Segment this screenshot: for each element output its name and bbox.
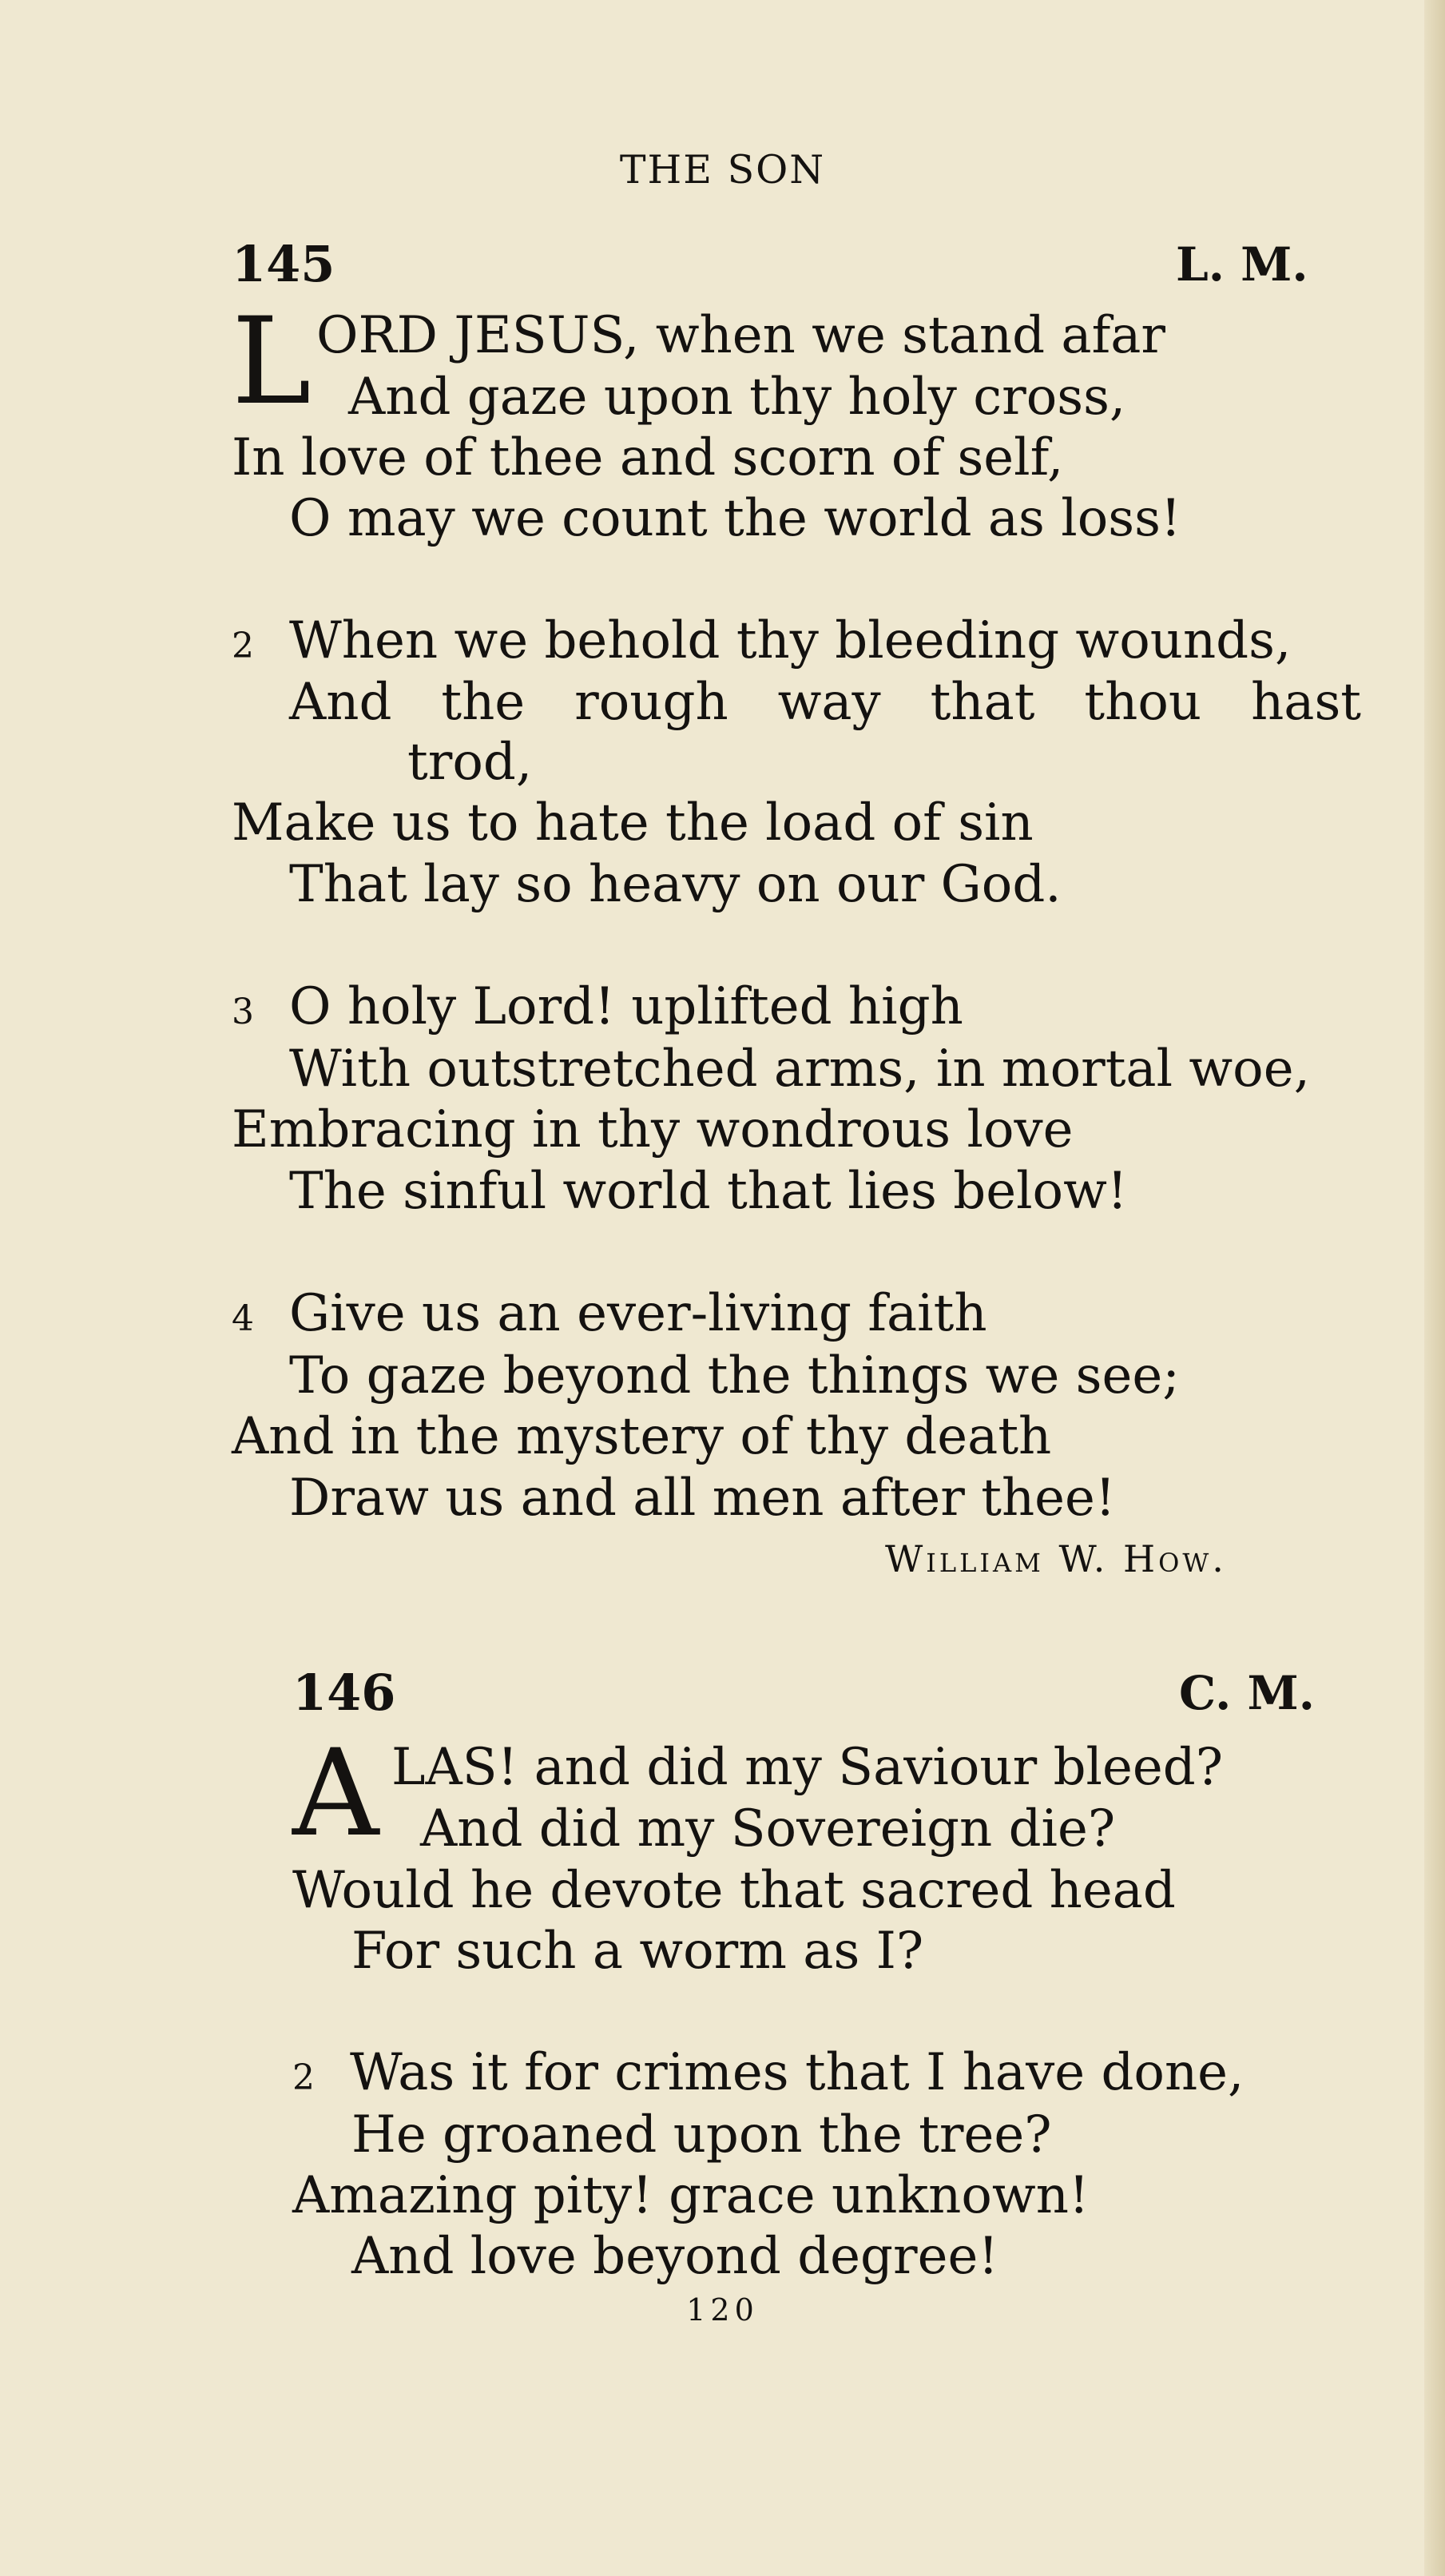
hymn-146-v2-line-1: 2 Was it for crimes that I have done, xyxy=(292,2043,1245,2102)
hymn-145-v3-line-3: Embracing in thy wondrous love xyxy=(232,1100,1074,1159)
hymn-145-v2-line-2-cont: trod, xyxy=(407,733,533,792)
hymn-145-v4-line-1: 4 Give us an ever-living faith xyxy=(232,1284,987,1343)
page-number: 120 xyxy=(686,2292,759,2328)
hymn-145-v3-line-4: The sinful world that lies below! xyxy=(289,1162,1128,1221)
hymn-146-number: 146 xyxy=(292,1664,396,1722)
hymn-145-v2-line-4: That lay so heavy on our God. xyxy=(289,855,1062,914)
hymn-146-v2-line-2: He groaned upon the tree? xyxy=(351,2105,1052,2165)
verse-number: 2 xyxy=(232,626,254,666)
hymn-145-number: 145 xyxy=(232,235,335,293)
verse-number: 2 xyxy=(292,2057,315,2098)
hymn-146-v1-line-3: Would he devote that sacred head xyxy=(292,1861,1176,1920)
hymn-145-dropcap: L xyxy=(232,292,312,431)
hymn-145-v2-line-3: Make us to hate the load of sin xyxy=(232,793,1034,853)
hymn-146-first-line: LAS! and did my Saviour bleed? xyxy=(391,1738,1224,1797)
hymn-145-v2-line-1: 2 When we behold thy bleeding wounds, xyxy=(232,611,1292,670)
hymn-145-v2-line-2: And the rough way that thou hast xyxy=(289,673,1361,732)
hymn-145-v4-line-4: Draw us and all men after thee! xyxy=(289,1469,1116,1528)
hymn-145-author: William W. How. xyxy=(885,1537,1227,1580)
verse-number: 3 xyxy=(232,992,254,1032)
hymn-145-v3-line-1: 3 O holy Lord! uplifted high xyxy=(232,977,963,1036)
hymn-145-v3-line-2: With outstretched arms, in mortal woe, xyxy=(289,1040,1310,1099)
hymn-146-meter: C. M. xyxy=(1179,1666,1315,1720)
hymn-146-v1-line-2: And did my Sovereign die? xyxy=(420,1799,1116,1858)
hymn-146-dropcap: A xyxy=(292,1724,379,1863)
hymn-145-first-line: ORD JESUS, when we stand afar xyxy=(316,306,1165,365)
hymn-145-v4-line-3: And in the mystery of thy death xyxy=(232,1407,1052,1466)
hymn-145-v1-line-3: In love of thee and scorn of self, xyxy=(232,428,1064,487)
hymn-146-v2-line-3: Amazing pity! grace unknown! xyxy=(292,2166,1090,2225)
hymn-146-v2-line-4: And love beyond degree! xyxy=(351,2227,999,2286)
running-head: THE SON xyxy=(619,147,826,193)
page-edge xyxy=(1424,0,1445,2576)
hymn-145-v1-line-2: And gaze upon thy holy cross, xyxy=(348,368,1126,427)
verse-number: 4 xyxy=(232,1298,254,1339)
hymn-145-v4-line-2: To gaze beyond the things we see; xyxy=(289,1346,1180,1405)
hymn-145-v1-line-4: O may we count the world as loss! xyxy=(289,489,1181,548)
hymn-145-meter: L. M. xyxy=(1176,237,1308,292)
hymn-146-v1-line-4: For such a worm as I? xyxy=(351,1922,924,1981)
